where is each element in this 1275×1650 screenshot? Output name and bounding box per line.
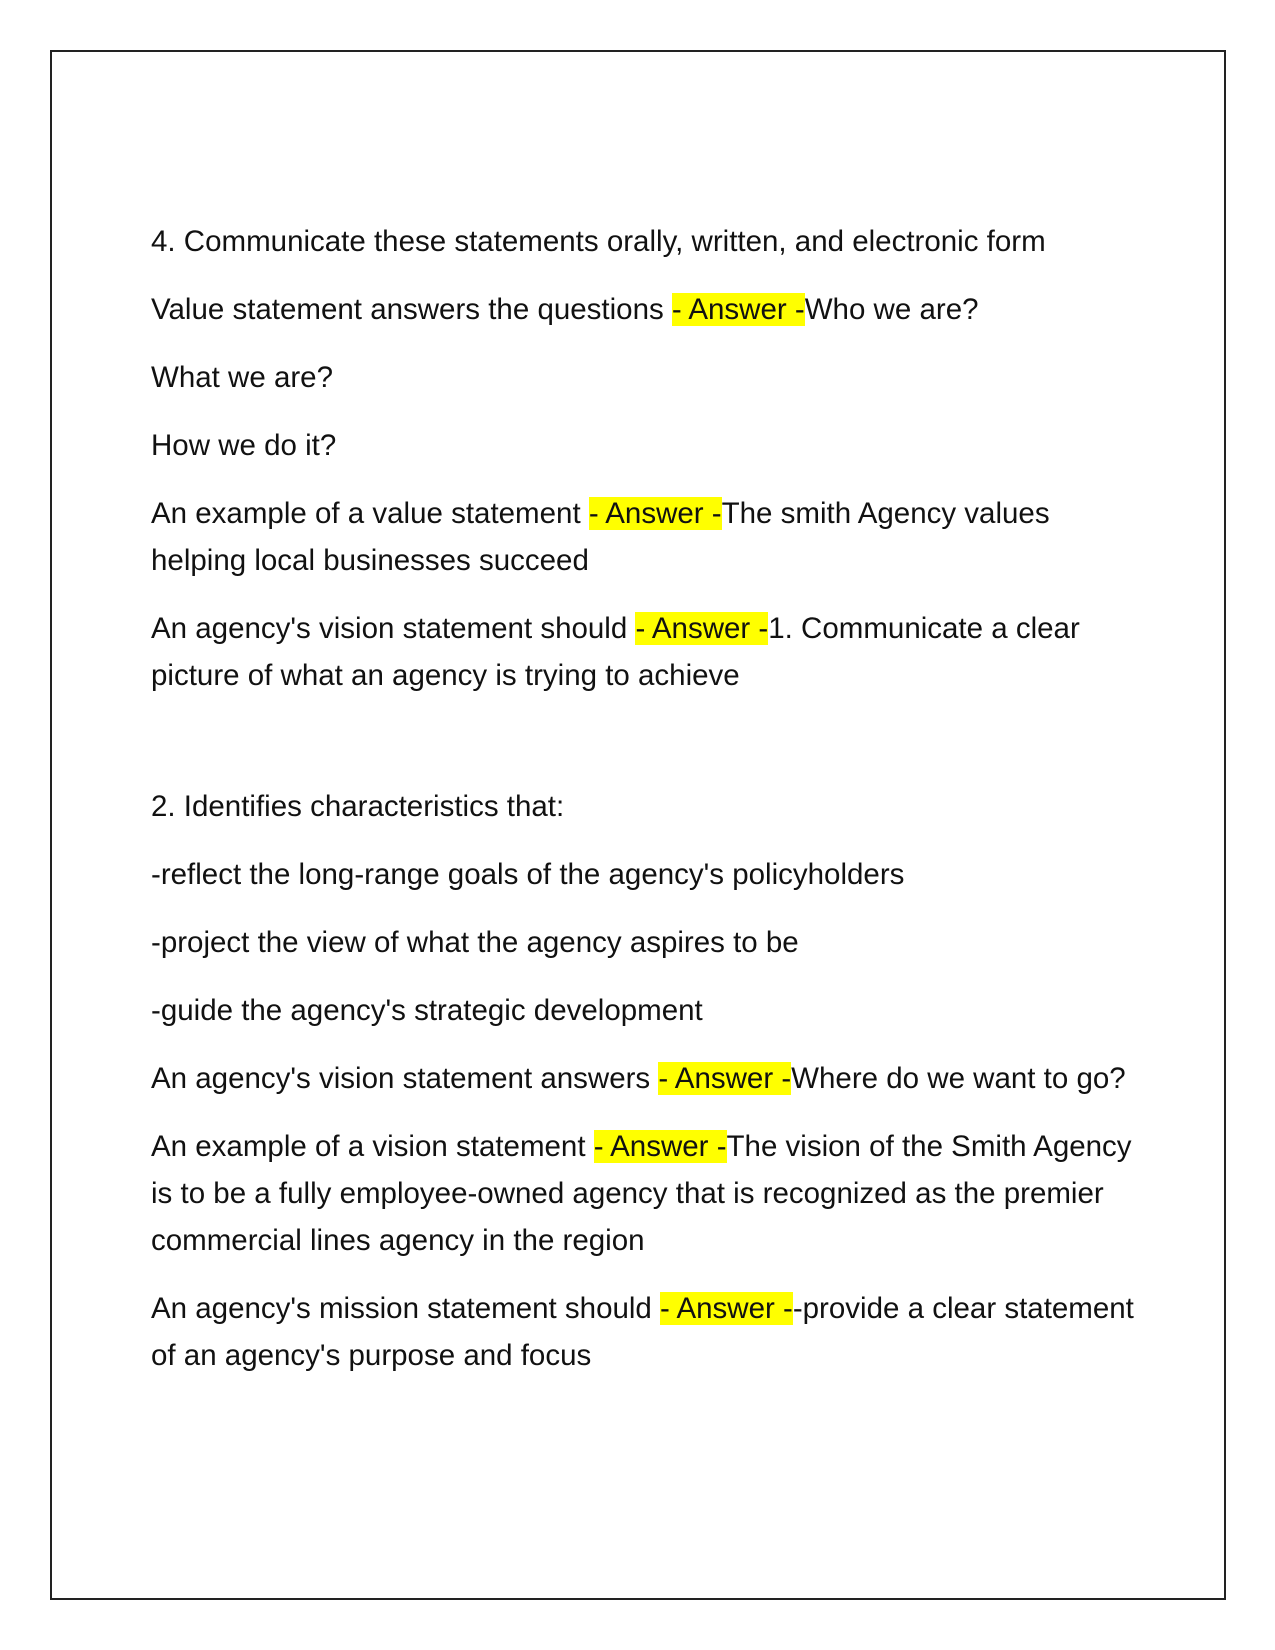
answer-highlight: - Answer - bbox=[660, 1292, 793, 1325]
qa-mission-statement-should bbox=[151, 1285, 1141, 1379]
answer-text: -provide a clear statement of an agency's purpose and focus bbox=[151, 1292, 1134, 1372]
paragraph-project bbox=[151, 919, 1141, 966]
qa-vision-statement-example bbox=[151, 1123, 1141, 1264]
answer-highlight: - Answer - bbox=[635, 612, 769, 645]
answer-text: Who we are? bbox=[804, 293, 979, 326]
paragraph-text: How we do it? bbox=[151, 429, 337, 462]
paragraph-guide bbox=[151, 987, 1141, 1034]
answer-highlight: - Answer - bbox=[671, 293, 805, 326]
question-text: An agency's vision statement should bbox=[151, 612, 636, 645]
question-text: An agency's mission statement should bbox=[151, 1292, 661, 1325]
paragraph-text: 4. Communicate these statements orally, written, and electronic form bbox=[151, 225, 1046, 258]
question-text: Value statement answers the questions bbox=[151, 293, 672, 326]
answer-highlight: - Answer - bbox=[593, 1130, 727, 1163]
answer-text: Where do we want to go? bbox=[791, 1062, 1126, 1095]
qa-vision-statement-answers bbox=[151, 1055, 1141, 1102]
answer-highlight: - Answer - bbox=[658, 1062, 792, 1095]
answer-text: The vision of the Smith Agency is to be a fully employee-owned agency that is recognized as the premier commercial lines agency in the region bbox=[151, 1130, 1132, 1257]
qa-vision-statement-should bbox=[151, 605, 1141, 699]
paragraph-reflect bbox=[151, 851, 1141, 898]
paragraph-communicate bbox=[151, 218, 1141, 265]
qa-value-statement-answers bbox=[151, 286, 1141, 333]
paragraph-text: -guide the agency's strategic development bbox=[151, 994, 703, 1027]
question-text: An agency's vision statement answers bbox=[151, 1062, 659, 1095]
answer-text: The smith Agency values helping local businesses succeed bbox=[151, 497, 1050, 577]
document-body bbox=[151, 218, 1141, 1400]
paragraph-what-we-are bbox=[151, 354, 1141, 401]
answer-text: 1. Communicate a clear picture of what an agency is trying to achieve bbox=[151, 612, 1080, 692]
question-text: An example of a value statement bbox=[151, 497, 589, 530]
paragraph-text: -project the view of what the agency aspires to be bbox=[151, 926, 799, 959]
qa-value-statement-example bbox=[151, 490, 1141, 584]
paragraph-text: -reflect the long-range goals of the agency's policyholders bbox=[151, 858, 905, 891]
paragraph-how-we-do-it bbox=[151, 422, 1141, 469]
paragraph-text: What we are? bbox=[151, 361, 333, 394]
answer-highlight: - Answer - bbox=[588, 497, 722, 530]
paragraph-identifies bbox=[151, 783, 1141, 830]
question-text: An example of a vision statement bbox=[151, 1130, 594, 1163]
paragraph-text: 2. Identifies characteristics that: bbox=[151, 790, 565, 823]
